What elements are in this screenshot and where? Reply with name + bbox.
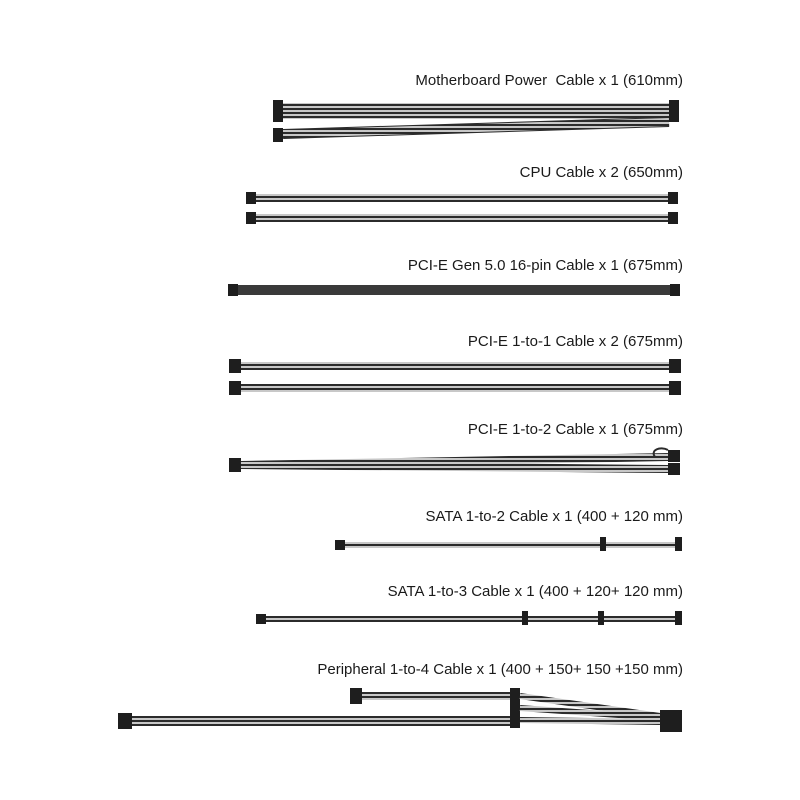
cpu-cable-icon	[246, 192, 678, 224]
peripheral-1to4-cable-icon	[118, 688, 682, 732]
cable-label-sata-1to2: SATA 1-to-2 Cable x 1 (400 + 120 mm)	[425, 508, 683, 525]
cable-label-pcie-16pin: PCI-E Gen 5.0 16-pin Cable x 1 (675mm)	[407, 257, 683, 274]
pcie-1to2-cable-icon	[229, 448, 680, 475]
cable-label-sata-1to3: SATA 1-to-3 Cable x 1 (400 + 120+ 120 mm)	[387, 583, 683, 600]
sata-1to3-cable-icon	[256, 611, 682, 625]
motherboard-cable-icon	[273, 100, 679, 142]
cable-label-peripheral-1to4: Peripheral 1-to-4 Cable x 1 (400 + 150+ 150 +150 mm)	[317, 661, 683, 678]
cable-label-cpu: CPU Cable x 2 (650mm)	[519, 164, 683, 181]
cable-label-pcie-1to2: PCI-E 1-to-2 Cable x 1 (675mm)	[467, 421, 683, 438]
pcie-16pin-cable-icon	[228, 284, 680, 296]
cable-label-motherboard: Motherboard Power Cable x 1 (610mm)	[415, 72, 683, 89]
pcie-1to1-cable-icon	[229, 359, 681, 395]
sata-1to2-cable-icon	[335, 537, 682, 551]
cable-label-pcie-1to1: PCI-E 1-to-1 Cable x 2 (675mm)	[467, 333, 683, 350]
